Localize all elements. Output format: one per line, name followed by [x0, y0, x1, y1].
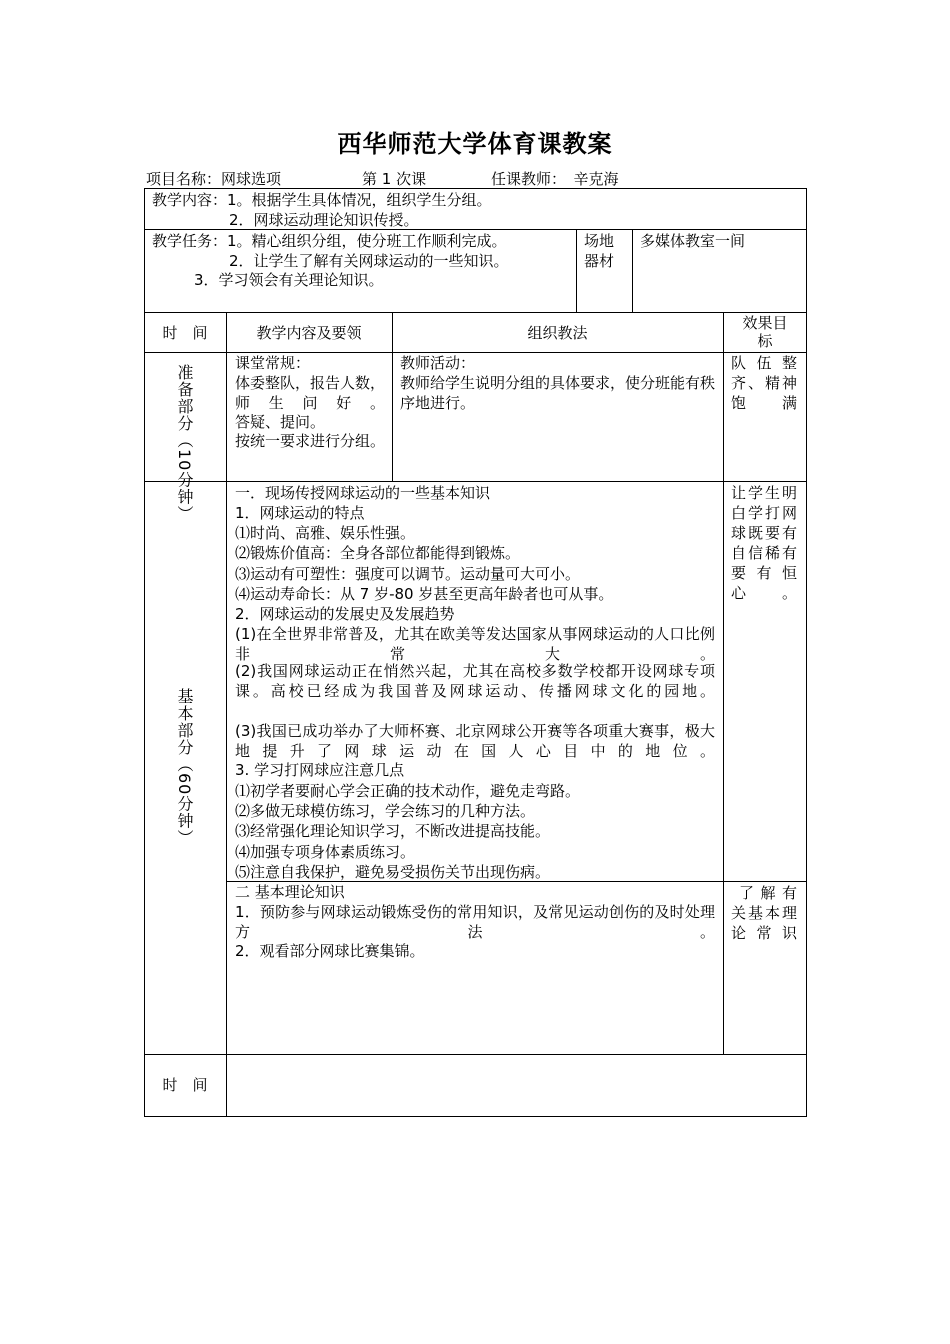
prep-content-line3: 答疑、提问。	[235, 413, 326, 431]
prep-goal: 队伍整齐、精神饱满	[731, 354, 800, 412]
theory-paragraph: 1．预防参与网球运动锻炼受伤的常用知识，及常见运动创伤的及时处理方法。	[235, 903, 715, 941]
theory-goal: 了解有关基本理论常识	[731, 884, 800, 942]
basic-line: ⑴时尚、高雅、娱乐性强。	[235, 524, 416, 542]
prep-content-line4: 按统一要求进行分组。	[235, 432, 386, 450]
teacher-name: 任课教师： 辛克海	[491, 170, 619, 188]
basic-line: ⑴初学者要耐心学会正确的技术动作，避免走弯路。	[235, 782, 581, 800]
basic-paragraph: (3)我国已成功举办了大师杯赛、北京网球公开赛等各项重大赛事，极大地提升了网球运动在国人心目中的地位。	[235, 722, 715, 760]
header-content: 教学内容及要领	[256, 324, 362, 342]
header-time: 时 间	[162, 324, 208, 342]
footer-time: 时 间	[162, 1076, 208, 1094]
prep-content-line1: 课堂常规：	[235, 354, 311, 372]
basic-line: 1．网球运动的特点	[235, 504, 365, 522]
basic-line: ⑶经常强化理论知识学习，不断改进提高技能。	[235, 822, 551, 840]
prep-method-line2: 教师给学生说明分组的具体要求，使分班能有秩序地进行。	[400, 374, 716, 412]
row-divider	[144, 312, 807, 313]
venue-value: 多媒体教室一间	[640, 232, 746, 250]
prep-method-line1: 教师活动：	[400, 354, 476, 372]
basic-line: ⑷加强专项身体素质练习。	[235, 843, 416, 861]
row-divider	[144, 481, 807, 482]
teaching-task-line3: 3．学习领会有关理论知识。	[194, 271, 384, 289]
prep-section-label: 准备部分（10分钟）	[175, 364, 194, 523]
venue-label-line1: 场地	[584, 232, 615, 250]
teaching-content-line2: 2．网球运动理论知识传授。	[229, 211, 419, 229]
teaching-task-line1: 教学任务：1。精心组织分组，使分班工作顺利完成。	[152, 232, 507, 250]
header-goal-line1: 效果目	[742, 314, 788, 332]
basic-line: ⑵多做无球模仿练习，学会练习的几种方法。	[235, 802, 536, 820]
row-divider	[144, 1054, 807, 1055]
basic-line: ⑵锻炼价值高：全身各部位都能得到锻炼。	[235, 544, 521, 562]
header-method: 组织教法	[527, 324, 588, 342]
basic-line: ⑶运动有可塑性：强度可以调节。运动量可大可小。	[235, 565, 581, 583]
basic-paragraph: (1)在全世界非常普及，尤其在欧美等发达国家从事网球运动的人口比例非常大。	[235, 625, 715, 663]
header-goal-line2: 标	[757, 332, 773, 350]
column-divider	[632, 229, 633, 312]
column-divider	[226, 312, 227, 1117]
column-divider	[723, 312, 724, 1054]
basic-line: ⑷运动寿命长：从 7 岁-80 岁甚至更高年龄者也可从事。	[235, 585, 614, 603]
lesson-number: 第 1 次课	[362, 170, 427, 188]
theory-line2: 2．观看部分网球比赛集锦。	[235, 942, 425, 960]
page-title: 西华师范大学体育课教案	[337, 130, 613, 158]
basic-line: 一．现场传授网球运动的一些基本知识	[235, 484, 491, 502]
theory-line1: 二 基本理论知识	[235, 883, 345, 901]
basic-line: 3. 学习打网球应注意几点	[235, 761, 405, 779]
basic-line: ⑸注意自我保护，避免易受损伤关节出现伤病。	[235, 863, 551, 881]
column-divider	[576, 229, 577, 312]
teaching-task-line2: 2．让学生了解有关网球运动的一些知识。	[229, 252, 509, 270]
basic-paragraph: (2)我国网球运动正在悄然兴起，尤其在高校多数学校都开设网球专项课。高校已经成为我国普及网球运动、传播网球文化的园地。	[235, 662, 715, 700]
project-name: 项目名称：网球选项	[146, 170, 282, 188]
basic-line: 2．网球运动的发展史及发展趋势	[235, 605, 455, 623]
prep-content-line2: 体委整队，报告人数，师生问好。	[235, 374, 386, 412]
basic-section-label: 基本部分（60分钟）	[175, 688, 194, 847]
venue-label-line2: 器材	[584, 252, 615, 270]
teaching-content-line1: 教学内容：1。根据学生具体情况，组织学生分组。	[152, 191, 492, 209]
basic-goal: 让学生明白学打网球既要有自信稀有要有恒心。	[731, 484, 800, 602]
